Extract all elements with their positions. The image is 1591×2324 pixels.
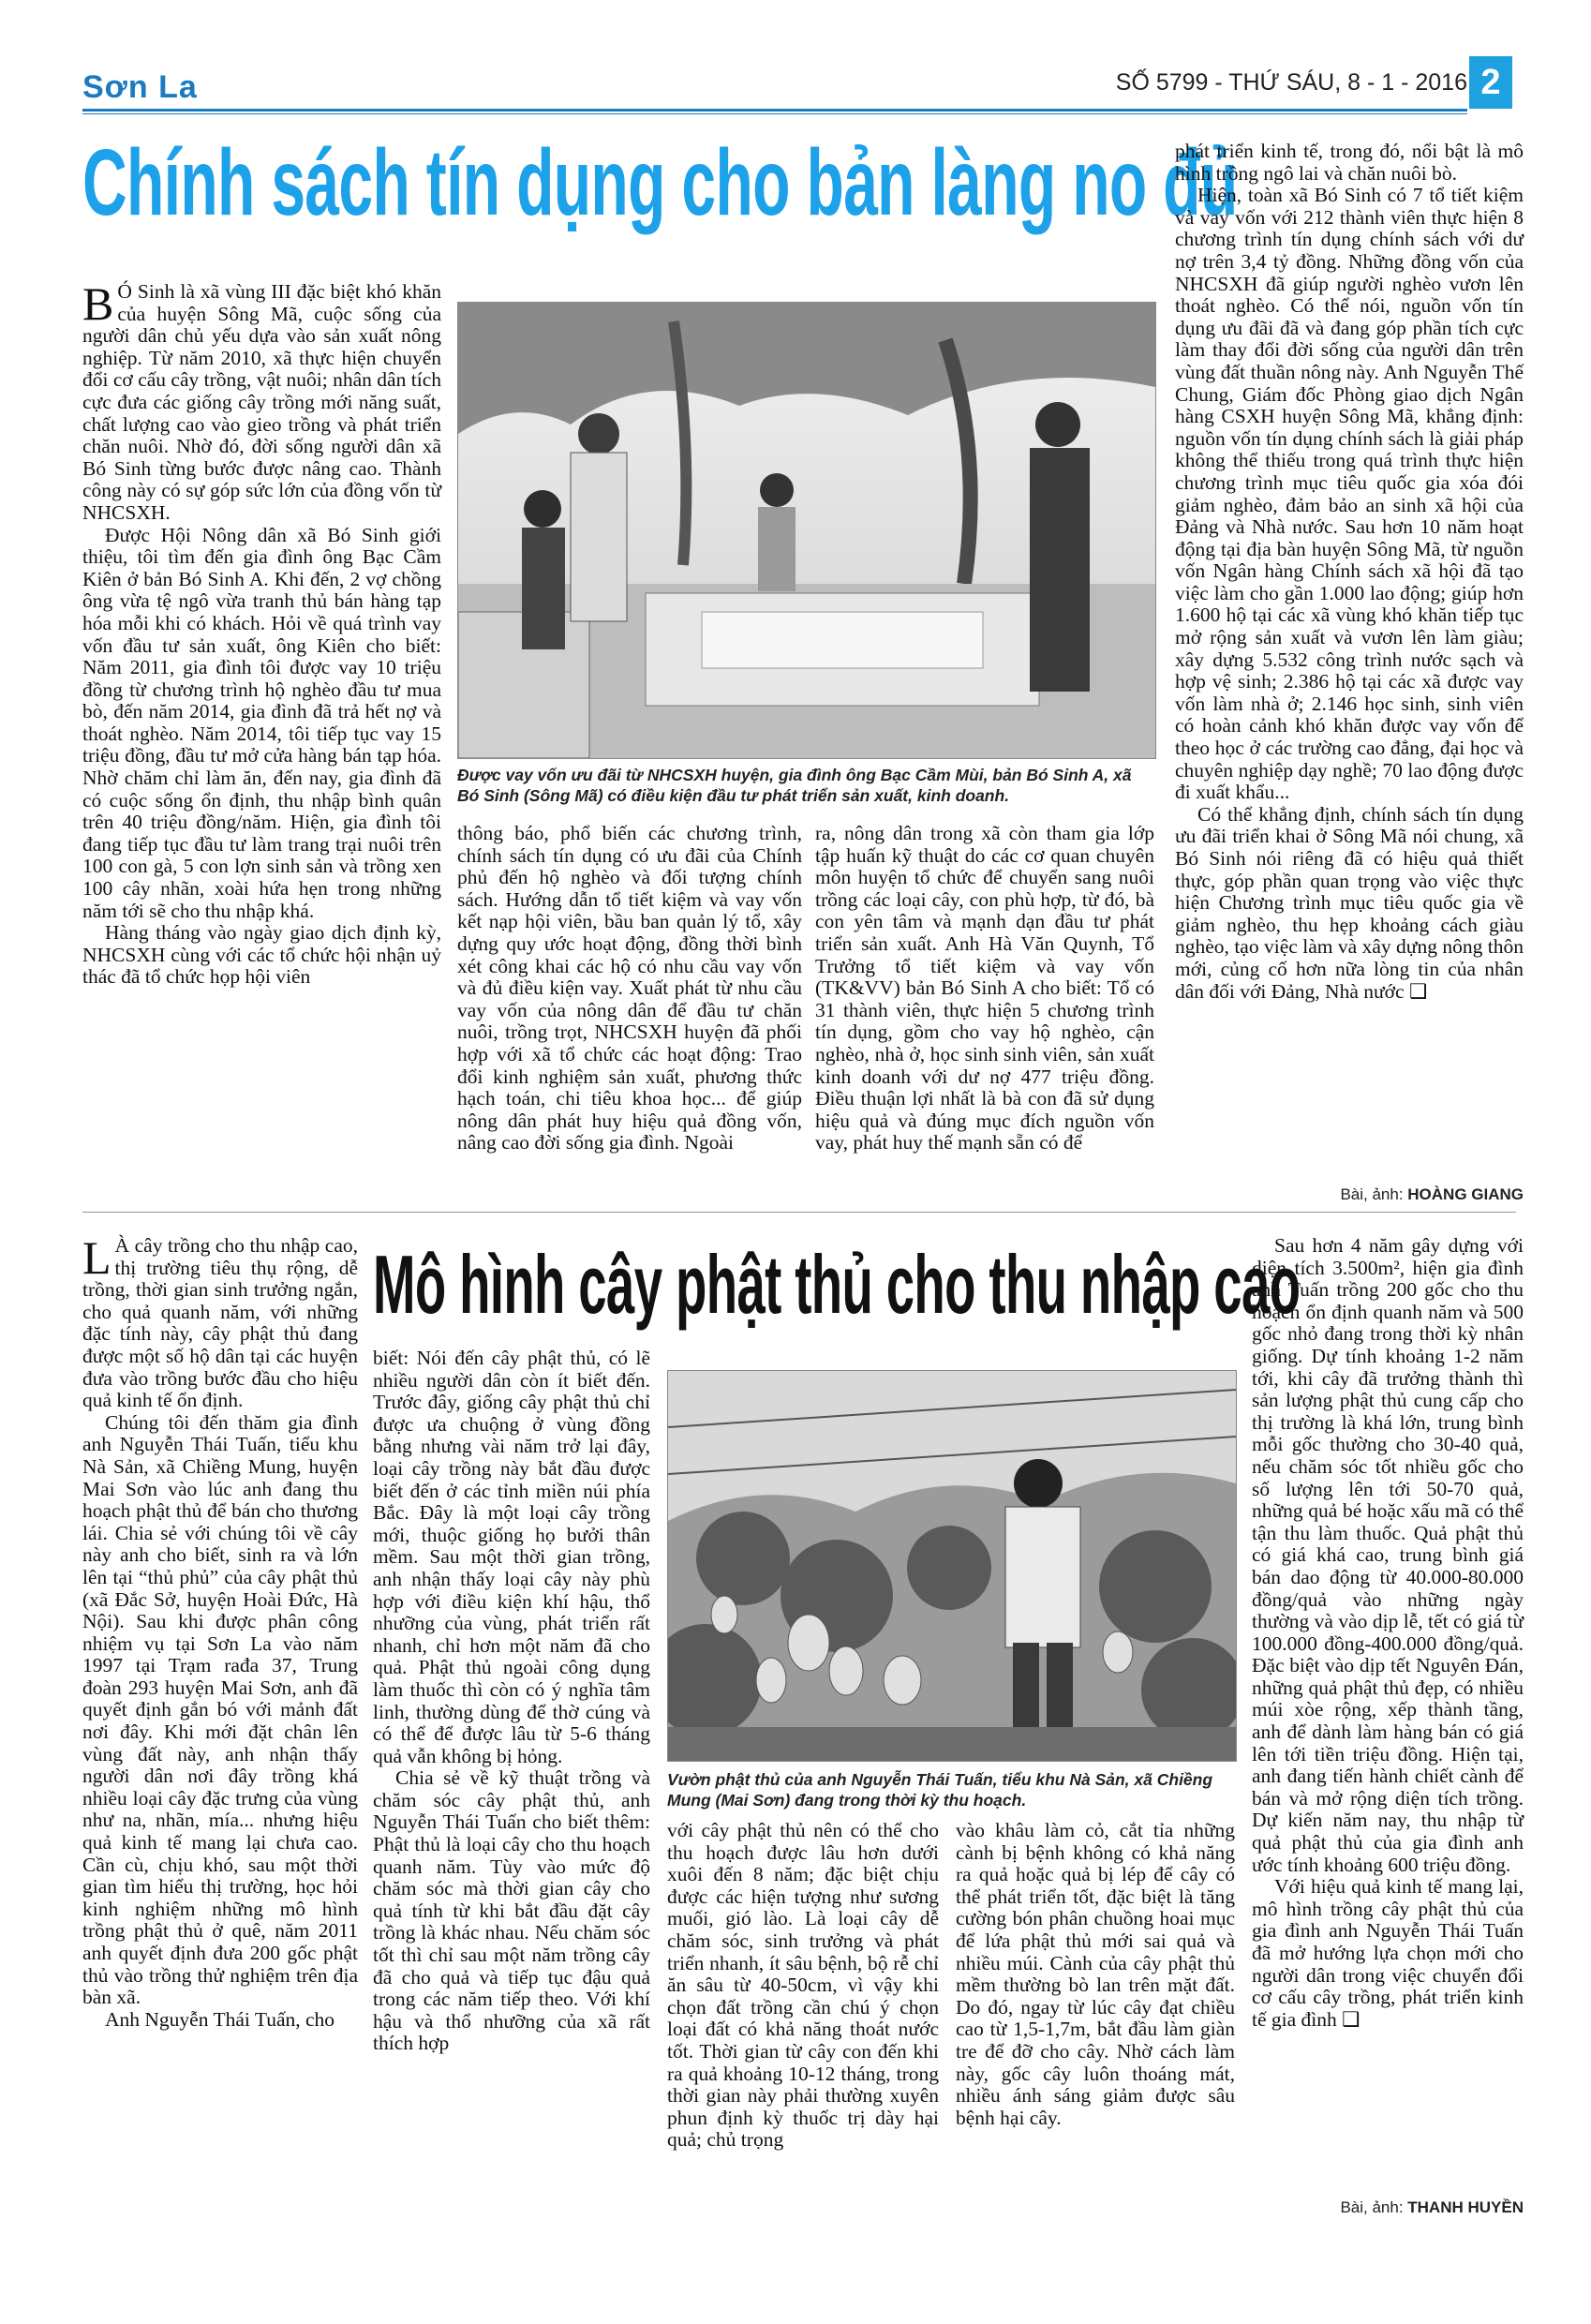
- article1-column-4: [1175, 141, 1524, 1003]
- paragraph: thông báo, phổ biến các chương trình, chính sách tín dụng có ưu đãi của Chính phủ đến hộ nghèo và đối tượng chính sách. Hướng dẫn tổ tiết kiệm và vay vốn kết nạp hội viên, bầu ban quản lý tổ, xây dựng quy ước hoạt động, đồng thời bình xét công khai các hộ có nhu cầu vay vốn và đủ điều kiện vay. Xuất phát từ nhu cầu vay vốn của nông dân để đầu tư chăn nuôi, trồng trọt, NHCSXH huyện đã phối hợp với xã tổ chức các hoạt động: Trao đổi kinh nghiệm sản xuất, phương thức hạch toán, chi tiêu khoa học... để giúp nông dân phát huy hiệu quả đồng vốn, nâng cao đời sống gia đình. Ngoài: [457, 822, 802, 1155]
- article-divider: [82, 1212, 1516, 1213]
- paragraph: ra, nông dân trong xã còn tham gia lớp tập huấn kỹ thuật do các cơ quan chuyên môn huyện tổ chức để chuyển sang nuôi trồng các loại cây, con phù hợp, từ đó, bà con yên tâm và mạnh dạn đầu tư phát triển sản xuất. Anh Hà Văn Quynh, Tổ Trưởng tổ tiết kiệm và vay vốn (TK&VV) bản Bó Sinh A cho biết: Tổ có 31 thành viên, thực hiện 5 chương trình tín dụng, gồm cho vay hộ nghèo, cận nghèo, nhà ở, học sinh sinh viên, sản xuất kinh doanh với dư nợ 477 triệu đồng. Điều thuận lợi nhất là bà con đã sử dụng hiệu quả và đúng mục đích nguồn vốn vay, phát huy thế mạnh sẵn có để: [815, 822, 1154, 1155]
- paragraph: Ó Sinh là xã vùng III đặc biệt khó khăn của huyện Sông Mã, cuộc sống của người dân chủ yếu dựa vào sản xuất nông nghiệp. Từ năm 2010, xã thực hiện chuyển đổi cơ cấu cây trồng, vật nuôi; nhân dân tích cực đưa các giống cây trồng mới năng suất, chất lượng cao vào gieo trồng và phát triển chăn nuôi. Nhờ đó, đời sống người dân xã Bó Sinh từng bước được nâng cao. Thành công này có sự góp sức lớn của đồng vốn từ NHCSXH.: [82, 280, 441, 524]
- article1-photo: [457, 302, 1156, 759]
- article1-column-2: [457, 823, 802, 1155]
- paragraph: Anh Nguyễn Thái Tuấn, cho: [105, 2007, 335, 2031]
- orchard-image: [668, 1371, 1236, 1761]
- paragraph: biết: Nói đến cây phật thủ, có lẽ nhiều người dân còn ít biết đến. Trước đây, giống cây phật thủ chỉ được ưa chuộng ở vùng đồng bằng nhưng vài năm trở lại đây, loại cây trồng này bắt đầu được biết đến ở các tỉnh miền núi phía Bắc. Đây là một loại cây trồng mới, thuộc giống họ bưởi thân mềm. Sau một thời gian trồng, anh nhận thấy loại cây này phù hợp với điều kiện khí hậu, thổ nhưỡng của vùng, phát triển rất nhanh, chỉ hơn một năm đã cho quả. Phật thủ ngoài công dụng làm thuốc thì còn có ý nghĩa tâm linh, thường dùng để thờ cúng và có thể để được lâu từ 5-6 tháng quả vẫn không bị hỏng.: [373, 1347, 650, 1767]
- paragraph: với cây phật thủ nên có thể cho thu hoạch được lâu hơn dưới xuôi đến 8 năm; đặc biệt chịu được các hiện tượng như sương muối, gió lào. Là loại cây dễ chăm sóc, sinh trưởng và phát triển nhanh, ít sâu bệnh, bộ rễ chỉ ăn sâu từ 40-50cm, vì vậy khi chọn đất trồng cần chú ý chọn loại đất có khả năng thoát nước tốt. Thời gian từ cây con đến khi ra quả khoảng 10-12 tháng, trong thời gian này phải thường xuyên phun định kỳ thuốc trị dày hại quả; chủ trọng: [667, 1819, 939, 2152]
- article2-column-1: [82, 1231, 358, 2031]
- paragraph: Có thể khẳng định, chính sách tín dụng ưu đãi triển khai ở Sông Mã nói chung, xã Bó Sinh nói riêng đã có hiệu quả thiết thực, góp phần quan trọng vào việc thực hiện Chương trình mục tiêu quốc gia về giảm nghèo, thu hẹp khoảng cách giàu nghèo, tạo việc làm và xây dựng nông thôn mới, củng cố hơn nữa lòng tin của nhân dân đối với Đảng, Nhà nước ❑: [1175, 802, 1524, 1003]
- byline-prefix: Bài, ảnh:: [1340, 1185, 1408, 1203]
- article2-column-3: [667, 1820, 939, 2152]
- article2-column-4: [956, 1820, 1235, 2129]
- article2-column-5: [1252, 1235, 1524, 2031]
- paragraph: Với hiệu quả kinh tế mang lại, mô hình trồng cây phật thủ của gia đình anh Nguyễn Thái Tuấn đã mở hướng lựa chọn mới cho người dân trong việc chuyển đổi cơ cấu cây trồng, phát triển kinh tế gia đình ❑: [1252, 1875, 1524, 2031]
- article1-byline: [1175, 1185, 1524, 1204]
- paragraph: Sau hơn 4 năm gây dựng với diện tích 3.500m², hiện gia đình anh Tuấn trồng 200 gốc cho thu hoạch ổn định quanh năm và 500 gốc nhỏ đang trong thời kỳ nhân giống. Dự tính khoảng 1-2 năm tới, khi cây đã trưởng thành thì sản lượng phật thủ cung cấp cho thị trường là khá lớn, trung bình mỗi gốc thường cho 30-40 quả, nếu chăm sóc tốt nhiều gốc cho số lượng lên tới 50-70 quả, những quả bé hoặc xấu mã có thể tận thu làm thuốc. Quả phật thủ có giá khá cao, trung bình giá bán dao động từ 40.000-80.000 đồng/quả vào những ngày thường và vào dịp lễ, tết có giá từ 100.000 đồng-400.000 đồng/quả. Đặc biệt vào dịp tết Nguyên Đán, những quả phật thủ đẹp, có nhiều múi xòe rộng, xếp thành tầng, anh để dành làm hàng bán có giá lên tới tiền triệu đồng. Hiện tại, anh đang tiến hành chiết cành để bán và mở rộng diện tích trồng. Dự kiến năm nay, thu nhập từ quả phật thủ của gia đình anh ước tính khoảng 600 triệu đồng.: [1252, 1234, 1524, 1876]
- byline-prefix: Bài, ảnh:: [1340, 2198, 1408, 2216]
- article1-headline: Chính sách tín dụng cho bản làng no đủ: [82, 130, 1238, 235]
- issue-info: SỐ 5799 - THỨ SÁU, 8 - 1 - 2016: [1115, 69, 1467, 96]
- paragraph: Được Hội Nông dân xã Bó Sinh giới thiệu, tôi tìm đến gia đình ông Bạc Cầm Kiên ở bản Bó Sinh A. Khi đến, 2 vợ chồng ông vừa tệ ngô vừa tranh thủ bán hàng tạp hóa mỗi khi có khách. Hỏi về quá trình vay vốn đầu tư sản xuất, ông Kiên cho biết: Năm 2011, gia đình tôi được vay 10 triệu đồng từ chương trình hộ nghèo đầu tư mua bò, đến năm 2014, gia đình đã trả hết nợ và thoát nghèo. Năm 2014, tôi tiếp tục vay 15 triệu đồng, đầu tư mở cửa hàng bán tạp hóa. Nhờ chăm chỉ làm ăn, đến nay, gia đình đã có cuộc sống ổn định, thu nhập bình quân trên 40 triệu đồng/năm. Hiện, gia đình tôi đang tiếp tục đầu tư làm trang trại nuôi trên 100 con gà, 5 con lợn sinh sản và trồng xen 100 cây nhãn, xoài hứa hẹn trong những năm tới sẽ cho thu nhập khá.: [82, 523, 441, 922]
- article1-column-3: [815, 823, 1154, 1155]
- header-rule-thin: [82, 113, 1467, 114]
- article2-byline: [1252, 2198, 1524, 2217]
- paragraph: Hiện, toàn xã Bó Sinh có 7 tổ tiết kiệm và vay vốn với 212 thành viên thực hiện 8 chương trình tín dụng chính sách với dư nợ trên 3,4 tỷ đồng. Những đồng vốn của NHCSXH đã giúp người nghèo vươn lên thoát nghèo. Có thể nói, nguồn vốn tín dụng ưu đãi đã và đang góp phần tích cực làm thay đổi đời sống của người dân trên vùng đất thuần nông này. Anh Nguyễn Thế Chung, Giám đốc Phòng giao dịch Ngân hàng CSXH huyện Sông Mã, khẳng định: nguồn vốn tín dụng chính sách là giải pháp không thể thiếu trong quá trình thực hiện chương trình mục tiêu quốc gia xóa đói giảm nghèo, đảm bảo an sinh xã hội của Đảng và Nhà nước. Sau hơn 10 năm hoạt động tại địa bàn huyện Sông Mã, từ nguồn vốn Ngân hàng Chính sách xã hội đã tạo việc làm cho gần 1.000 lao động; giúp hơn 1.600 hộ tại các xã vùng khó khăn tiếp tục mở rộng sản xuất và vươn lên làm giàu; xây dựng 5.532 công trình nước sạch và hợp vệ sinh; 2.386 hộ tại các xã được vay vốn làm nhà ở; 2.146 học sinh, sinh viên có hoàn cảnh khó khăn được vay vốn để theo học ở các trường cao đẳng, đại học và chuyên nghiệp dạy nghề; 70 lao động được đi xuất khẩu...: [1175, 184, 1524, 804]
- dropcap: B: [82, 277, 114, 330]
- paragraph: Chúng tôi đến thăm gia đình anh Nguyễn Thái Tuấn, tiểu khu Nà Sản, xã Chiềng Mung, huyện Mai Sơn vào lúc anh đang thu hoạch phật thủ để bán cho thương lái. Chia sẻ với chúng tôi về cây này anh cho biết, sinh ra và lớn lên tại “thủ phủ” của cây phật thủ (xã Đắc Sở, huyện Hoài Đức, Hà Nội). Sau khi được phân công nhiệm vụ tại Sơn La vào năm 1997 tại Trạm rađa 37, Trung đoàn 293 huyện Mai Sơn, anh đã quyết định gắn bó với mảnh đất nơi đây. Khi mới đặt chân lên vùng đất này, anh nhận thấy người dân nơi đây trồng khá nhiều loại cây đặc trưng của vùng như na, nhãn, mía... nhưng hiệu quả kinh tế mang lại chưa cao. Cần cù, chịu khó, sau một thời gian tìm hiểu thị trường, học hỏi kinh nghiệm những mô hình trồng phật thủ ở quê, năm 2011 anh quyết định đưa 200 gốc phật thủ vào trồng thử nghiệm trên địa bàn xã.: [82, 1410, 358, 2009]
- paragraph: Hàng tháng vào ngày giao dịch định kỳ, NHCSXH cùng với các tổ chức hội nhận uỷ thác đã tổ chức họp hội viên: [82, 921, 441, 989]
- byline-author: THANH HUYỀN: [1407, 2198, 1524, 2216]
- section-name: Sơn La: [82, 69, 198, 105]
- article2-photo: [667, 1370, 1237, 1762]
- article1-photo-caption: Được vay vốn ưu đãi từ NHCSXH huyện, gia đình ông Bạc Cầm Mùi, bản Bó Sinh A, xã Bó Sinh (Sông Mã) có điều kiện đầu tư phát triển sản xuất, kinh doanh.: [457, 766, 1132, 805]
- byline-author: HOÀNG GIANG: [1407, 1185, 1524, 1203]
- article2-column-2: [373, 1348, 650, 2055]
- paragraph: À cây trồng cho thu nhập cao, thị trường tiêu thụ rộng, dễ trồng, thời gian sinh trưởng ngắn, cho quả quanh năm, với những đặc tính này, cây phật thủ đang được một số hộ dân tại các huyện đưa vào trồng bước đầu cho hiệu quả kinh tế ổn định.: [82, 1234, 358, 1412]
- header-rule: [82, 109, 1467, 112]
- paragraph: Chia sẻ về kỹ thuật trồng và chăm sóc cây phật thủ, anh Nguyễn Thái Tuấn cho biết thêm: Phật thủ là loại cây cho thu hoạch quanh năm. Tùy vào mức độ chăm sóc mà thời gian cây cho quả tính từ khi bắt đầu đặt cây trồng là khác nhau. Nếu chăm sóc tốt thì chỉ sau một năm trồng cây đã cho quả và tiếp tục đậu quả trong các năm tiếp theo. Với khí hậu và thổ nhưỡng của xã rất thích hợp: [373, 1766, 650, 2055]
- page-number: 2: [1469, 56, 1512, 109]
- dropcap: L: [82, 1231, 112, 1284]
- article2-photo-caption: Vườn phật thủ của anh Nguyễn Thái Tuấn, tiểu khu Nà Sản, xã Chiềng Mung (Mai Sơn) đang trong thời kỳ thu hoạch.: [667, 1770, 1213, 1810]
- shop-scene-image: [458, 303, 1155, 758]
- paragraph: phát triển kinh tế, trong đó, nổi bật là mô hình trồng ngô lai và chăn nuôi bò.: [1175, 140, 1524, 185]
- article1-column-1: [82, 277, 441, 989]
- article2-headline: Mô hình cây phật thủ cho thu nhập cao: [373, 1238, 1301, 1331]
- paragraph: vào khâu làm cỏ, cắt tỉa những cành bị bệnh không có khả năng ra quả hoặc quả bị lép để cây có thể phát triển tốt, đặc biệt là tăng cường bón phân chuồng hoai mục để lứa phật thủ mới sai quả và nhiều múi. Cành của cây phật thủ mềm thường bò lan trên mặt đất. Do đó, ngay từ lúc cây đạt chiều cao từ 1,5-1,7m, bắt đầu làm giàn tre để đỡ cho cây. Nhờ cách làm này, gốc cây luôn thoáng mát, nhiều ánh sáng giảm được sâu bệnh hại cây.: [956, 1819, 1235, 2129]
